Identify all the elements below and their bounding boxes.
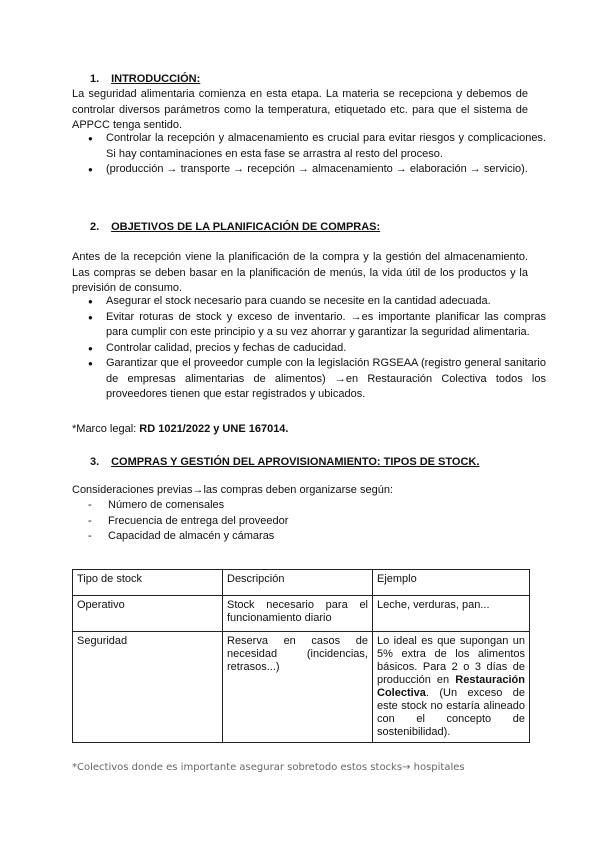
footnote: *Colectivos donde es importante asegurar sobretodo estos stocks→ hospitales [72,762,465,773]
section-3-title: COMPRAS Y GESTIÓN DEL APROVISIONAMIENTO: TIPOS DE STOCK. [111,456,480,468]
legal-references: RD 1021/2022 y UNE 167014. [139,423,289,435]
list-item: ● Controlar calidad, precios y fechas de caducidad. [106,341,546,357]
section-2-paragraph: Antes de la recepción viene la planificación de la compra y la gestión del almacenamiento. Las compras se deben basar en la planificación de menús, la vida útil de los productos y la previsión de consumo. [72,251,528,294]
list-item: ● Asegurar el stock necesario para cuando se necesite en la cantidad adecuada. [106,294,546,310]
section-1-bullet-list [88,131,546,178]
table-row [73,632,530,743]
list-item: ● Evitar roturas de stock y exceso de inventario. →es importante planificar las compras para cumplir con este principio y a su vez ahorrar y garantizar la seguridad alimentaria. [106,310,546,341]
example-bold-text: Restauración Colectiva [377,674,525,699]
table-cell: Reserva en casos de necesidad (incidencias, retrasos...) [223,632,373,743]
section-2-heading [90,221,380,233]
section-3-heading [90,456,479,468]
example-text-end: . (Un exceso de este stock no estaría alineado con el concepto de sostenibilidad). [377,687,525,738]
list-item: ● Controlar la recepción y almacenamiento es crucial para evitar riesgos y complicaciones. Si hay contaminaciones en esta fase se arrastra al resto del proceso. [106,131,546,162]
table-row [73,596,530,632]
list-item: ● (producción → transporte → recepción → almacenamiento → elaboración → servicio). [106,162,546,178]
section-3-number: 3. [90,456,100,468]
table-cell-example [373,632,530,743]
section-2-title: OBJETIVOS DE LA PLANIFICACIÓN DE COMPRAS: [111,221,381,233]
list-item: - Capacidad de almacén y cámaras [108,529,548,545]
legal-prefix: *Marco legal: [72,423,140,435]
table-header-row [73,570,530,596]
table-cell: Leche, verduras, pan... [373,596,530,632]
section-1-number: 1. [90,73,100,85]
list-item: - Número de comensales [108,498,548,514]
section-1-paragraph: La seguridad alimentaria comienza en esta etapa. La materia se recepciona y debemos de controlar diversos parámetros como la temperatura, etiquetado etc. para que el sistema de APPCC tenga sentido. [72,88,528,131]
table-cell: Operativo [73,596,223,632]
table-cell: Stock necesario para el funcionamiento diario [223,596,373,632]
section-2-number: 2. [90,221,100,233]
section-1-title: INTRODUCCIÓN: [111,73,201,85]
section-1-heading [90,73,200,85]
section-3-intro: Consideraciones previas→las compras deben organizarse según: [72,484,394,496]
section-3-dash-list [88,498,548,545]
table-header-cell: Tipo de stock [73,570,223,596]
list-item: - Frecuencia de entrega del proveedor [108,514,548,530]
table-cell: Seguridad [73,632,223,743]
list-item: ● Garantizar que el proveedor cumple con la legislación RGSEAA (registro general sanitario de empresas alimentarias de alimentos) →en Restauración Colectiva todos los proveedores tienen que estar registrados y ubicados. [106,356,546,403]
legal-framework-note [72,423,288,435]
table-header-cell: Ejemplo [373,570,530,596]
table-header-cell: Descripción [223,570,373,596]
stock-types-table [72,569,530,743]
example-text: Lo ideal es que supongan un 5% extra de los alimentos básicos. Para 2 o 3 días de producción en [377,635,525,686]
section-2-bullet-list [88,294,546,403]
